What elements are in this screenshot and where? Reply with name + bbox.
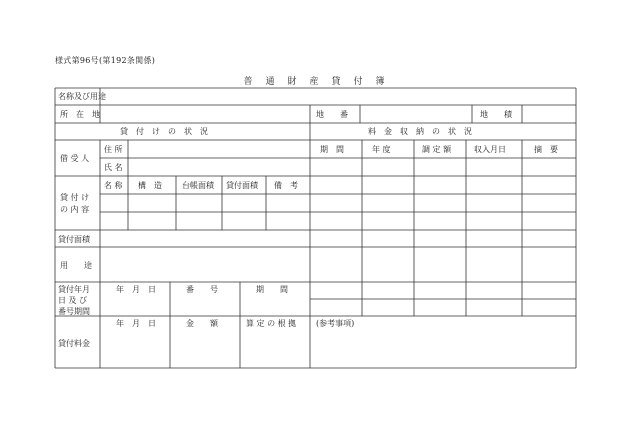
- label-name: 氏 名: [104, 163, 123, 172]
- col-name: 名 称: [104, 181, 123, 190]
- label-fee-ymd: 年 月 日: [116, 319, 156, 328]
- col-lent-area: 貸付面積: [226, 181, 258, 190]
- label-remarks: 摘 要: [534, 145, 558, 154]
- label-basis: 算 定 の 根 拠: [246, 319, 297, 328]
- label-amount: 金 額: [186, 319, 218, 328]
- label-reference: (参考事項): [316, 319, 355, 328]
- col-structure: 構 造: [138, 181, 162, 190]
- label-year: 年 度: [372, 145, 391, 154]
- label-chiban: 地 番: [316, 110, 348, 119]
- label-ymd: 年 月 日: [116, 285, 156, 294]
- label-receipt-date: 収入月日: [474, 145, 506, 154]
- label-date-no-period-1: 貸付年月: [58, 285, 90, 294]
- label-fee-status: 料 金 収 納 の 状 況: [368, 127, 472, 136]
- label-lending-status: 貸 付 け の 状 況: [120, 127, 208, 136]
- table-labels: [58, 91, 558, 348]
- form-title: 普 通 財 産 貸 付 簿: [243, 77, 387, 87]
- form-number-label: 様式第96号(第192条関係): [55, 56, 156, 65]
- label-lending-contents-2: の 内 容: [60, 205, 90, 214]
- label-date-no-period-2: 日 及 び: [58, 296, 88, 305]
- label-lending-contents-1: 貸 付 け: [60, 193, 90, 202]
- label-location: 所 在 地: [60, 110, 100, 119]
- col-note: 備 考: [274, 181, 298, 190]
- col-ledger-area: 台帳面積: [182, 181, 214, 190]
- label-address: 住 所: [104, 145, 123, 154]
- label-assessed-amount: 調 定 額: [422, 145, 452, 154]
- label-borrower: 借 受 人: [60, 154, 90, 163]
- label-period: 期 間: [320, 145, 344, 154]
- label-use: 用 途: [60, 261, 92, 270]
- label-fee: 貸付料金: [58, 339, 90, 348]
- label-number: 番 号: [186, 285, 218, 294]
- label-term: 期 間: [256, 285, 288, 294]
- label-name-use: 名称及び用途: [58, 92, 106, 101]
- label-lent-area: 貸付面積: [58, 235, 90, 244]
- label-chimoku: 地 積: [480, 110, 512, 119]
- label-date-no-period-3: 番号期間: [58, 307, 90, 316]
